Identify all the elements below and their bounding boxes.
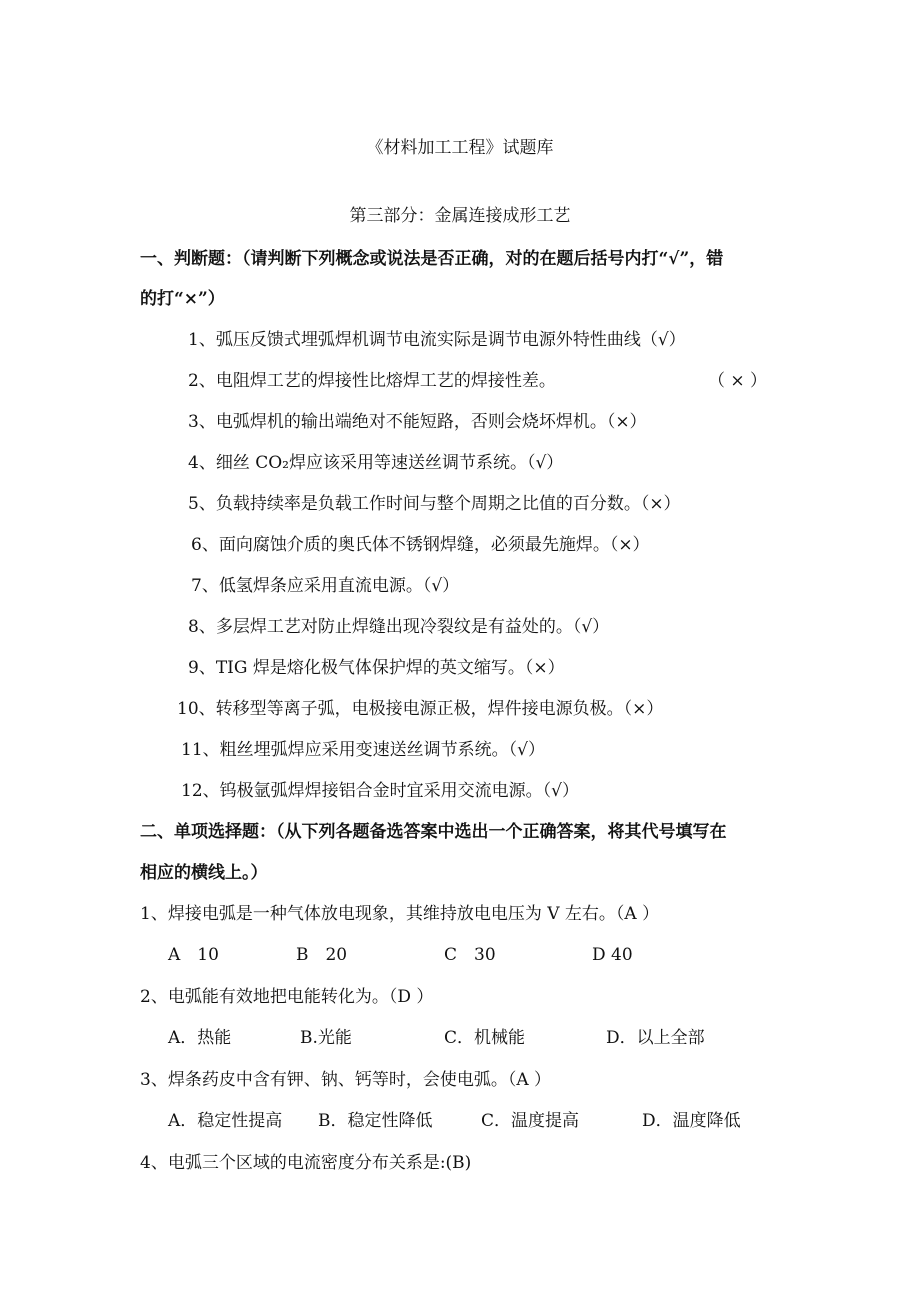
tf-item-1: 1、弧压反馈式埋弧焊机调节电流实际是调节电源外特性曲线（√） [188,330,686,350]
part-heading: 第三部分：金属连接成形工艺 [349,206,571,226]
mc-q3-option-b: B．稳定性降低 [318,1111,433,1131]
tf-item-9: 9、TIG 焊是熔化极气体保护焊的英文缩写。（×） [188,658,565,678]
mc-question-2: 2、电弧能有效地把电能转化为。（D ） [140,987,434,1007]
mc-q1-option-c: C 30 [444,945,496,965]
section-heading-choice: 二、单项选择题：（从下列各题备选答案中选出一个正确答案，将其代号填写在 [140,822,727,842]
mc-q1-option-d: D 40 [592,945,633,965]
tf-item-12: 12、钨极氩弧焊焊接铝合金时宜采用交流电源。（√） [181,781,579,801]
mc-q2-option-b: B.光能 [300,1028,352,1048]
tf-item-7: 7、低氢焊条应采用直流电源。（√） [191,576,460,596]
mc-question-1: 1、焊接电弧是一种气体放电现象，其维持放电电压为 V 左右。（A ） [140,904,660,924]
tf-item-2: 2、电阻焊工艺的焊接性比熔焊工艺的焊接性差。 [188,371,556,391]
mc-q2-option-a: A．热能 [168,1028,232,1048]
tf-item-3: 3、电弧焊机的输出端绝对不能短路，否则会烧坏焊机。（×） [188,412,647,432]
tf-item-6: 6、面向腐蚀介质的奥氏体不锈钢焊缝，必须最先施焊。（×） [191,535,650,555]
mc-q3-option-d: D．温度降低 [642,1111,741,1131]
mc-q3-option-c: C．温度提高 [481,1111,580,1131]
mc-q3-option-a: A．稳定性提高 [168,1111,283,1131]
document-title: 《材料加工工程》试题库 [366,138,554,158]
tf-item-11: 11、粗丝埋弧焊应采用变速送丝调节系统。（√） [181,740,545,760]
section-heading-judgment: 一、判断题：（请判断下列概念或说法是否正确，对的在题后括号内打“√”，错 [140,249,724,269]
tf-item-4: 4、细丝 CO₂焊应该采用等速送丝调节系统。（√） [188,453,564,473]
tf-item-2-answer: （ × ） [708,371,768,391]
tf-item-8: 8、多层焊工艺对防止焊缝出现冷裂纹是有益处的。（√） [188,617,610,637]
mc-q1-option-a: A 10 [168,945,219,965]
section-heading-choice-cont: 相应的横线上。） [140,863,268,883]
mc-question-4: 4、电弧三个区域的电流密度分布关系是:(B) [140,1153,472,1173]
mc-q2-option-d: D．以上全部 [606,1028,705,1048]
tf-item-5: 5、负载持续率是负载工作时间与整个周期之比值的百分数。（×） [188,494,681,514]
mc-q2-option-c: C．机械能 [444,1028,526,1048]
section-heading-judgment-cont: 的打“×”） [140,289,225,309]
tf-item-10: 10、转移型等离子弧，电极接电源正极，焊件接电源负极。（×） [177,699,664,719]
mc-q1-option-b: B 20 [296,945,348,965]
mc-question-3: 3、焊条药皮中含有钾、钠、钙等时，会使电弧。（A ） [140,1070,551,1090]
